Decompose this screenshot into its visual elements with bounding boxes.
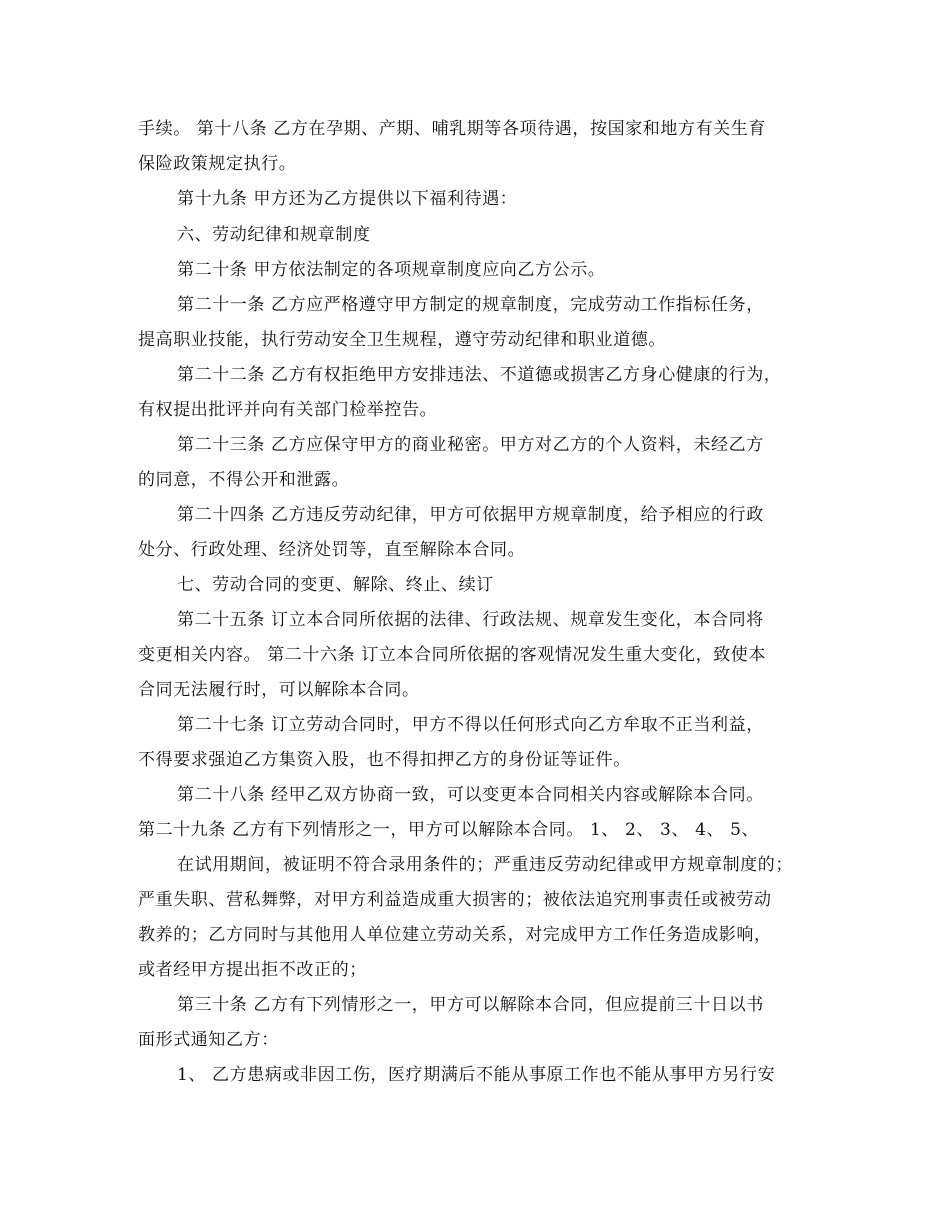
text-line-27: 面形式通知乙方： bbox=[138, 1030, 279, 1050]
text-line-4: 六、劳动纪律和规章制度 bbox=[177, 225, 371, 245]
text-line-28: 1、 乙方患病或非因工伤，医疗期满后不能从事原工作也不能从事甲方另行安 bbox=[177, 1065, 776, 1085]
text-line-6: 第二十一条 乙方应严格遵守甲方制定的规章制度，完成劳动工作指标任务， bbox=[177, 295, 764, 315]
text-line-18: 第二十七条 订立劳动合同时，甲方不得以任何形式向乙方牟取不正当利益， bbox=[177, 715, 764, 735]
text-line-9: 有权提出批评并向有关部门检举控告。 bbox=[138, 400, 438, 420]
text-line-12: 第二十四条 乙方违反劳动纪律，甲方可依据甲方规章制度，给予相应的行政 bbox=[177, 505, 764, 525]
text-line-21: 第二十九条 乙方有下列情形之一，甲方可以解除本合同。 1、 2、 3、 4、 5、 bbox=[138, 820, 760, 840]
text-line-20: 第二十八条 经甲乙双方协商一致，可以变更本合同相关内容或解除本合同。 bbox=[177, 785, 764, 805]
text-line-11: 的同意，不得公开和泄露。 bbox=[138, 470, 350, 490]
text-line-10: 第二十三条 乙方应保守甲方的商业秘密。甲方对乙方的个人资料，未经乙方 bbox=[177, 435, 764, 455]
text-line-14: 七、劳动合同的变更、解除、终止、续订 bbox=[177, 575, 494, 595]
text-line-2: 保险政策规定执行。 bbox=[138, 154, 297, 174]
text-line-22: 在试用期间，被证明不符合录用条件的；严重违反劳动纪律或甲方规章制度的； bbox=[177, 855, 793, 875]
text-line-8: 第二十二条 乙方有权拒绝甲方安排违法、不道德或损害乙方身心健康的行为， bbox=[177, 365, 782, 385]
text-line-16: 变更相关内容。 第二十六条 订立本合同所依据的客观情况发生重大变化，致使本 bbox=[138, 645, 767, 665]
text-line-7: 提高职业技能，执行劳动安全卫生规程，遵守劳动纪律和职业道德。 bbox=[138, 330, 666, 350]
text-line-5: 第二十条 甲方依法制定的各项规章制度应向乙方公示。 bbox=[177, 260, 606, 280]
text-line-15: 第二十五条 订立本合同所依据的法律、行政法规、规章发生变化，本合同将 bbox=[177, 610, 764, 630]
text-line-26: 第三十条 乙方有下列情形之一，甲方可以解除本合同，但应提前三十日以书 bbox=[177, 995, 764, 1015]
text-line-23: 严重失职、营私舞弊，对甲方利益造成重大损害的；被依法追究刑事责任或被劳动 bbox=[138, 890, 772, 910]
text-line-1: 手续。 第十八条 乙方在孕期、产期、哺乳期等各项待遇，按国家和地方有关生育 bbox=[138, 119, 767, 139]
text-line-24: 教养的；乙方同时与其他用人单位建立劳动关系，对完成甲方工作任务造成影响， bbox=[138, 925, 772, 945]
text-line-17: 合同无法履行时，可以解除本合同。 bbox=[138, 680, 420, 700]
text-line-3: 第十九条 甲方还为乙方提供以下福利待遇： bbox=[177, 189, 518, 209]
text-line-19: 不得要求强迫乙方集资入股，也不得扣押乙方的身份证等证件。 bbox=[138, 750, 631, 770]
text-line-13: 处分、行政处理、经济处罚等，直至解除本合同。 bbox=[138, 540, 526, 560]
text-line-25: 或者经甲方提出拒不改正的； bbox=[138, 960, 367, 980]
